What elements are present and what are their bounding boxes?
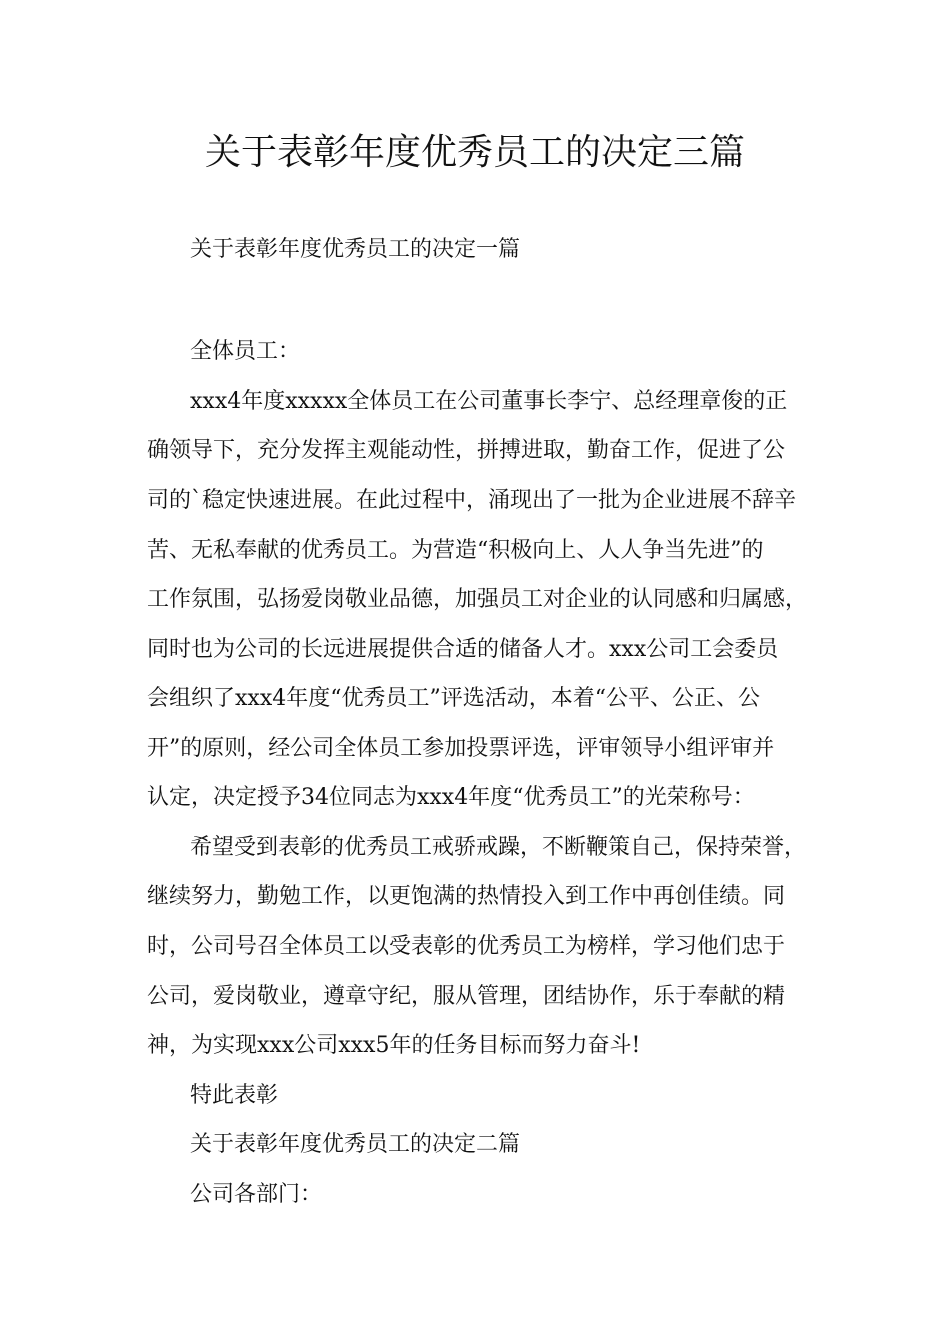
paragraph-1-line: 同时也为公司的长远进展提供合适的储备人才。xxx公司工会委员	[147, 637, 779, 662]
paragraph-2-line: 时，公司号召全体员工以受表彰的优秀员工为榜样，学习他们忠于	[147, 934, 786, 959]
paragraph-1-line: 认定，决定授予34位同志为xxx4年度“优秀员工”的光荣称号：	[147, 785, 755, 810]
paragraph-2-line: 神，为实现xxx公司xxx5年的任务目标而努力奋斗!	[147, 1033, 641, 1058]
paragraph-2-line: 公司，爱岗敬业，遵章守纪，服从管理，团结协作，乐于奉献的精	[147, 984, 786, 1009]
salutation-departments: 公司各部门：	[190, 1182, 323, 1207]
paragraph-1-line: xxx4年度xxxxx全体员工在公司董事长李宁、总经理章俊的正	[190, 389, 788, 414]
paragraph-2-line: 继续努力，勤勉工作，以更饱满的热情投入到工作中再创佳绩。同	[147, 884, 786, 909]
paragraph-2-line: 希望受到表彰的优秀员工戒骄戒躁，不断鞭策自己，保持荣誉，	[190, 835, 807, 860]
paragraph-1-line: 司的`稳定快速进展。在此过程中，涌现出了一批为企业进展不辞辛	[147, 488, 797, 513]
salutation-all-staff: 全体员工：	[190, 339, 301, 364]
document-title: 关于表彰年度优秀员工的决定三篇	[204, 132, 745, 173]
paragraph-1-line: 确领导下，充分发挥主观能动性，拼搏进取，勤奋工作，促进了公	[147, 438, 786, 463]
paragraph-1-line: 苦、无私奉献的优秀员工。为营造“积极向上、人人争当先进”的	[147, 538, 764, 563]
paragraph-1-line: 工作氛围，弘扬爱岗敬业品德，加强员工对企业的认同感和归属感，	[147, 587, 808, 612]
closing-text: 特此表彰	[190, 1083, 279, 1108]
paragraph-1-line: 开”的原则，经公司全体员工参加投票评选，评审领导小组评审并	[147, 736, 775, 761]
section2-heading: 关于表彰年度优秀员工的决定二篇	[190, 1132, 521, 1157]
paragraph-1-line: 会组织了xxx4年度“优秀员工”评选活动，本着“公平、公正、公	[147, 686, 760, 711]
section1-heading: 关于表彰年度优秀员工的决定一篇	[190, 237, 521, 262]
